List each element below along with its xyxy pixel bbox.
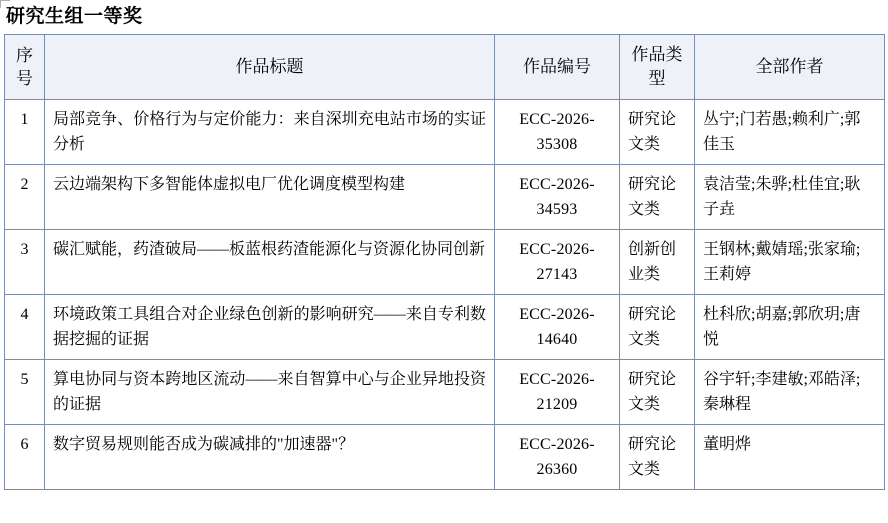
column-header-index-label: 序号 [16, 45, 33, 88]
table-body [5, 100, 885, 490]
cell-authors: 杜科欣;胡嘉;郭欣玥;唐悦 [695, 295, 885, 360]
cell-title: 云边端架构下多智能体虚拟电厂优化调度模型构建 [45, 165, 495, 230]
table-row [5, 360, 885, 425]
cell-index: 3 [5, 230, 45, 295]
cell-title: 环境政策工具组合对企业绿色创新的影响研究——来自专利数据挖掘的证据 [45, 295, 495, 360]
column-header-code: 作品编号 [495, 35, 620, 100]
column-header-category: 作品类型 [620, 35, 695, 100]
cell-authors: 董明烨 [695, 425, 885, 490]
cell-category: 研究论文类 [620, 100, 695, 165]
table-header-row [5, 35, 885, 100]
cell-index: 6 [5, 425, 45, 490]
table-row [5, 295, 885, 360]
table-row [5, 100, 885, 165]
cell-title: 算电协同与资本跨地区流动——来自智算中心与企业异地投资的证据 [45, 360, 495, 425]
cell-category: 研究论文类 [620, 165, 695, 230]
cell-index: 5 [5, 360, 45, 425]
table-row [5, 425, 885, 490]
cell-code: ECC-2026-27143 [495, 230, 620, 295]
awards-table [4, 34, 885, 490]
cell-code: ECC-2026-21209 [495, 360, 620, 425]
cell-title: 碳汇赋能，药渣破局——板蓝根药渣能源化与资源化协同创新 [45, 230, 495, 295]
column-header-index [5, 35, 45, 100]
cell-authors: 袁洁莹;朱骅;杜佳宜;耿子垚 [695, 165, 885, 230]
cell-category: 研究论文类 [620, 360, 695, 425]
page-title: 研究生组一等奖 [6, 6, 143, 27]
column-header-title: 作品标题 [45, 35, 495, 100]
cell-authors: 谷宇轩;李建敏;邓皓泽;秦琳程 [695, 360, 885, 425]
table-header [5, 35, 885, 100]
title-marker-icon [0, 0, 10, 8]
cell-category: 研究论文类 [620, 425, 695, 490]
cell-category: 研究论文类 [620, 295, 695, 360]
cell-authors: 王钢林;戴婧瑶;张家瑜;王莉婷 [695, 230, 885, 295]
table-row [5, 165, 885, 230]
table-row [5, 230, 885, 295]
cell-title: 数字贸易规则能否成为碳减排的"加速器"？ [45, 425, 495, 490]
column-header-authors: 全部作者 [695, 35, 885, 100]
cell-index: 2 [5, 165, 45, 230]
cell-authors: 丛宁;门若愚;赖利广;郭佳玉 [695, 100, 885, 165]
cell-code: ECC-2026-14640 [495, 295, 620, 360]
cell-index: 4 [5, 295, 45, 360]
cell-index: 1 [5, 100, 45, 165]
cell-title: 局部竞争、价格行为与定价能力：来自深圳充电站市场的实证分析 [45, 100, 495, 165]
cell-code: ECC-2026-26360 [495, 425, 620, 490]
cell-category: 创新创业类 [620, 230, 695, 295]
cell-code: ECC-2026-34593 [495, 165, 620, 230]
cell-code: ECC-2026-35308 [495, 100, 620, 165]
